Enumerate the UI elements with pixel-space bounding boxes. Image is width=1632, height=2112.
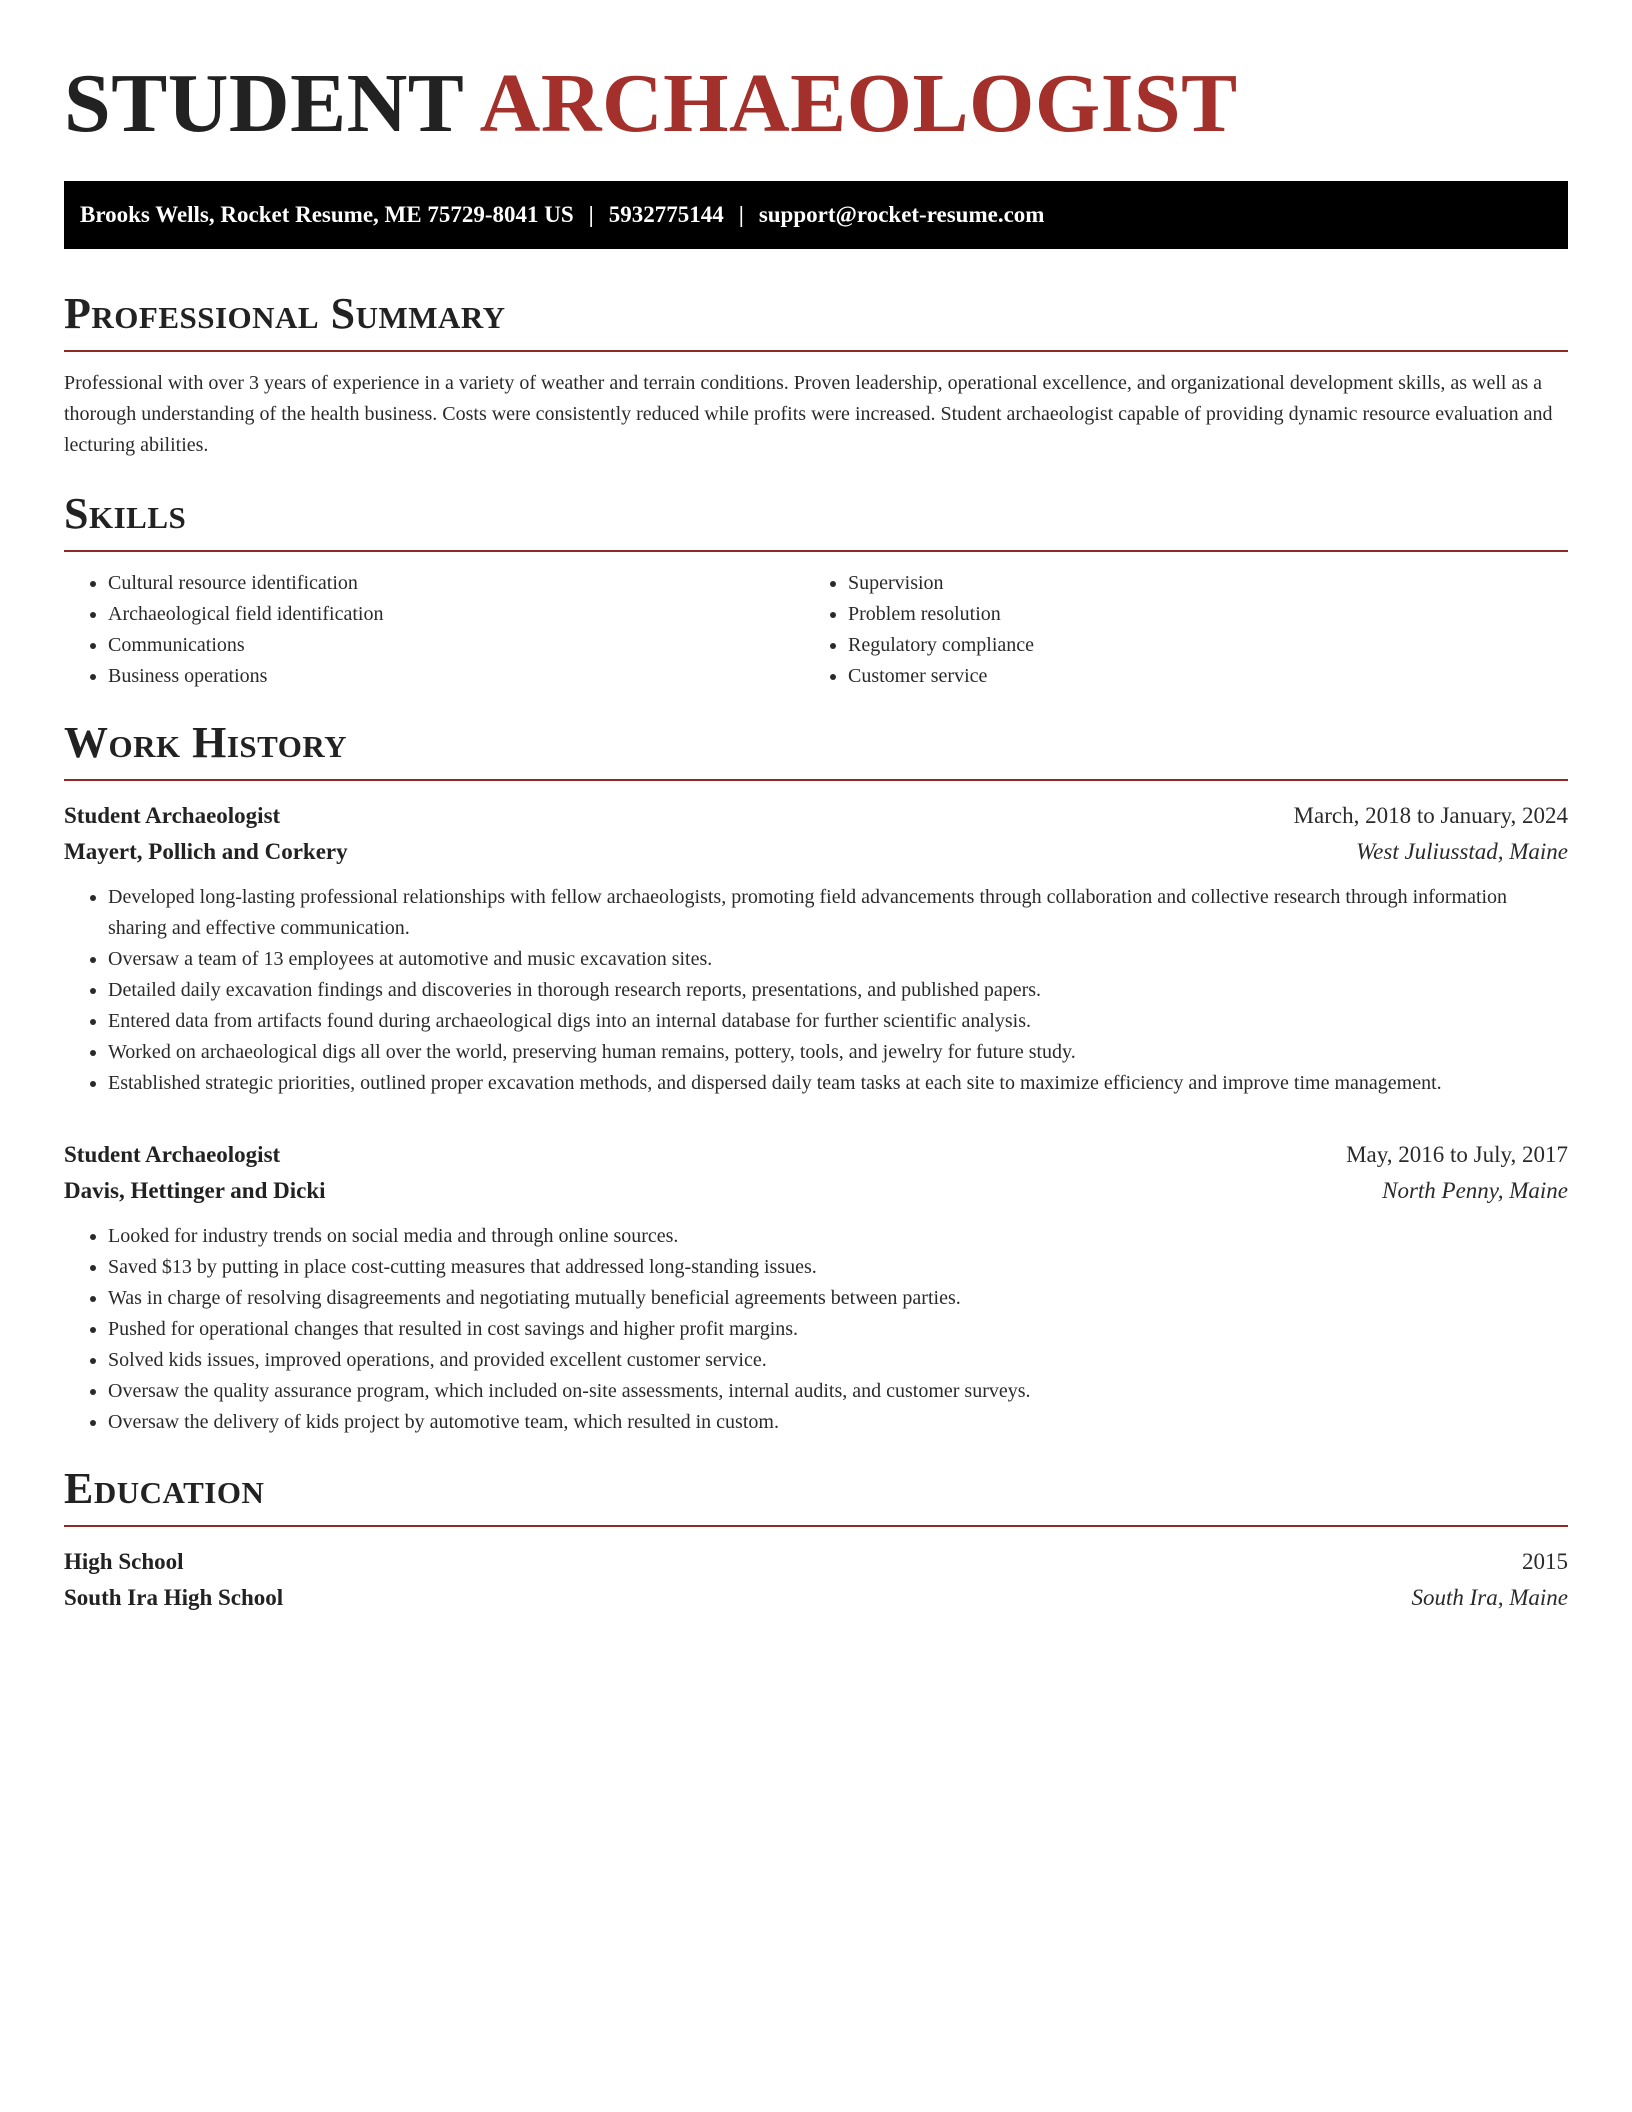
- job-bullets: [64, 1221, 1568, 1438]
- job-location: North Penny, Maine: [1382, 1178, 1568, 1203]
- job-company-row: [64, 1173, 1568, 1209]
- job-bullet: • Detailed daily excavation findings and discoveries in thorough research reports, presentations, and published papers.: [108, 975, 1568, 1006]
- skill-item: • Problem resolution: [848, 599, 1568, 630]
- skills-right-column: [804, 568, 1568, 692]
- title-second-word: ARCHAEOLOGIST: [479, 57, 1238, 150]
- contact-separator: |: [738, 202, 744, 227]
- job-bullet: • Solved kids issues, improved operations, and provided excellent customer service.: [108, 1345, 1568, 1376]
- job-bullet: • Pushed for operational changes that resulted in cost savings and higher profit margins.: [108, 1314, 1568, 1345]
- work-history-section: [64, 718, 1568, 1438]
- education-school: South Ira High School: [64, 1585, 284, 1610]
- skills-left-column: [64, 568, 804, 692]
- skills-section: [64, 489, 1568, 692]
- job-entry: [64, 1137, 1568, 1438]
- job-entry: [64, 798, 1568, 1099]
- skill-item: • Customer service: [848, 661, 1568, 692]
- job-dates: March, 2018 to January, 2024: [1293, 803, 1568, 828]
- resume-title: [64, 58, 1568, 150]
- skill-item: • Cultural resource identification: [108, 568, 804, 599]
- job-bullet: • Established strategic priorities, outlined proper excavation methods, and dispersed daily team tasks at each site to maximize efficiency and improve time management.: [108, 1068, 1568, 1099]
- skill-item: • Archaeological field identification: [108, 599, 804, 630]
- job-bullet: • Oversaw a team of 13 employees at automotive and music excavation sites.: [108, 944, 1568, 975]
- education-header-row: [64, 1544, 1568, 1580]
- job-bullet: • Worked on archaeological digs all over the world, preserving human remains, pottery, tools, and jewelry for future study.: [108, 1037, 1568, 1068]
- contact-phone: 5932775144: [608, 202, 724, 227]
- job-company: Davis, Hettinger and Dicki: [64, 1178, 326, 1203]
- section-divider: [64, 350, 1568, 352]
- job-company-row: [64, 834, 1568, 870]
- title-first-word: STUDENT: [64, 57, 463, 150]
- contact-separator: |: [588, 202, 594, 227]
- job-title: Student Archaeologist: [64, 803, 281, 828]
- section-divider: [64, 1525, 1568, 1527]
- section-heading-work-history: Work History: [64, 718, 348, 767]
- job-bullet: • Developed long-lasting professional relationships with fellow archaeologists, promoting field advancements through collaboration and collective research through information sharing and effective communication.: [108, 882, 1568, 944]
- section-divider: [64, 779, 1568, 781]
- job-bullets: [64, 882, 1568, 1099]
- education-year: 2015: [1522, 1549, 1568, 1574]
- job-location: West Juliusstad, Maine: [1356, 839, 1568, 864]
- contact-email: support@rocket-resume.com: [758, 202, 1045, 227]
- job-bullet: • Entered data from artifacts found during archaeological digs into an internal database for further scientific analysis.: [108, 1006, 1568, 1037]
- professional-summary-section: [64, 289, 1568, 461]
- education-degree: High School: [64, 1549, 184, 1574]
- job-dates: May, 2016 to July, 2017: [1346, 1142, 1568, 1167]
- contact-bar: [64, 181, 1568, 249]
- education-entry: [64, 1544, 1568, 1616]
- job-bullet: • Oversaw the delivery of kids project by automotive team, which resulted in custom.: [108, 1407, 1568, 1438]
- section-divider: [64, 550, 1568, 552]
- education-school-row: [64, 1580, 1568, 1616]
- section-heading-skills: Skills: [64, 489, 187, 538]
- job-bullet: • Was in charge of resolving disagreements and negotiating mutually beneficial agreements between parties.: [108, 1283, 1568, 1314]
- job-header-row: [64, 798, 1568, 834]
- skills-columns: [64, 568, 1568, 692]
- skill-item: • Supervision: [848, 568, 1568, 599]
- contact-address: Brooks Wells, Rocket Resume, ME 75729-8041 US: [80, 202, 574, 227]
- skill-item: • Business operations: [108, 661, 804, 692]
- job-bullet: • Saved $13 by putting in place cost-cutting measures that addressed long-standing issues.: [108, 1252, 1568, 1283]
- education-location: South Ira, Maine: [1411, 1585, 1568, 1610]
- section-heading-education: Education: [64, 1464, 265, 1513]
- job-bullet: • Oversaw the quality assurance program, which included on-site assessments, internal audits, and customer surveys.: [108, 1376, 1568, 1407]
- skill-item: • Regulatory compliance: [848, 630, 1568, 661]
- job-header-row: [64, 1137, 1568, 1173]
- summary-text: Professional with over 3 years of experience in a variety of weather and terrain conditions. Proven leadership, operational excellence, and organizational development skills, as well as a thorough understanding of the health business. Costs were consistently reduced while profits were increased. Student archaeologist capable of providing dynamic resource evaluation and lecturing abilities.: [64, 372, 1553, 456]
- job-company: Mayert, Pollich and Corkery: [64, 839, 348, 864]
- job-bullet: • Looked for industry trends on social media and through online sources.: [108, 1221, 1568, 1252]
- section-heading-summary: Professional Summary: [64, 289, 506, 338]
- job-title: Student Archaeologist: [64, 1142, 281, 1167]
- education-section: [64, 1464, 1568, 1616]
- skill-item: • Communications: [108, 630, 804, 661]
